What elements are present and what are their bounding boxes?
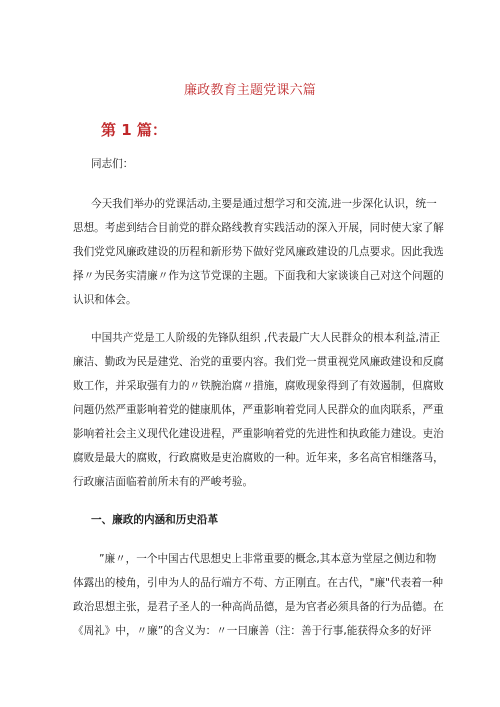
- paragraph-2-line: 中国共产党是工人阶级的先锋队组织 ,代表最广大人民群众的根本利益,清正: [91, 332, 441, 344]
- paragraph-3-line: 政治思想主张，是君子圣人的一种高尚品德，是为官者必须具备的行为品德。在: [73, 601, 444, 613]
- paragraph-2-line: 行政廉洁面临着前所未有的严峻考验。: [73, 476, 254, 488]
- document-title: 廉政教育主题党课六篇: [183, 83, 316, 98]
- paragraph-2-line: 腐败是最大的腐败，行政腐败是吏治腐败的一种。近年来，多名高官相继落马，: [73, 452, 444, 464]
- greeting: 同志们：: [91, 158, 134, 170]
- paragraph-3-line: 《周礼》中，〃廉”的含义为：〃一曰廉善（注：善于行事,能获得众多的好评: [73, 625, 432, 637]
- paragraph-1-line: 择〃为民务实清廉〃作为这节党课的主题。下面我和大家谈谈自己对这个问题的: [73, 270, 444, 282]
- paragraph-3-line: ”廉〃，一个中国古代思想史上非常重要的概念,其本意为堂屋之侧边和物: [99, 553, 437, 565]
- paragraph-1-line: 认识和体会。: [73, 294, 137, 306]
- paragraph-2-line: 廉洁、勤政为民是建党、治党的重要内容。我们党一贯重视党风廉政建设和反腐: [73, 356, 444, 368]
- paragraph-3-line: 体露出的棱角，引申为人的品行端方不苟、方正刚直。在古代，"廉"代表着一种: [73, 577, 443, 589]
- paragraph-2-line: 问题仍然严重影响着党的健康肌体，严重影响着党同人民群众的血肉联系，严重: [73, 404, 444, 416]
- paragraph-2-line: 败工作，并采取强有力的〃铁腕治腐〃措施，腐败现象得到了有效遏制，但腐败: [73, 380, 444, 392]
- paragraph-1-line: 今天我们举办的党课活动,主要是通过想学习和交流,进一步深化认识，统一: [91, 198, 437, 210]
- part-label: 第 1 篇：: [101, 121, 167, 139]
- paragraph-1-line: 思想。考虑到结合目前党的群众路线教育实践活动的深入开展，同时使大家了解: [73, 222, 444, 234]
- paragraph-2-line: 影响着社会主义现代化建设进程，严重影响着党的先进性和执政能力建设。吏治: [73, 428, 444, 440]
- paragraph-1-line: 我们党党风廉政建设的历程和新形势下做好党风廉政建设的几点要求。因此我选: [73, 246, 444, 258]
- section-heading: 一、廉政的内涵和历史沿革: [91, 514, 219, 526]
